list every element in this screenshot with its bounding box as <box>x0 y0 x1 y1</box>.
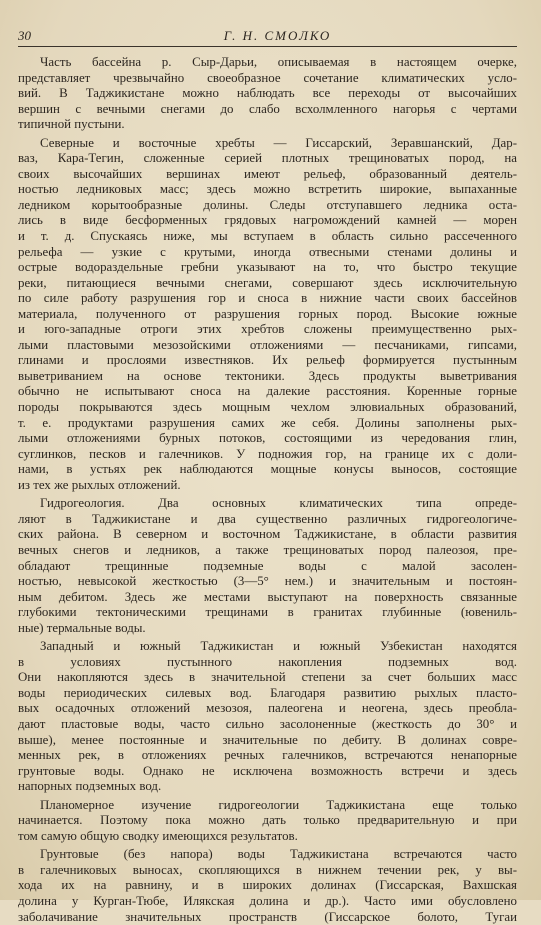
text-line: острые водораздельные гребни указывают на то, что быстро текущие <box>18 260 517 275</box>
paragraph <box>18 496 517 636</box>
text-line: суглинков, песков и галечников. У подножия гор, на границе их с доли- <box>18 446 517 461</box>
text-line: ным дебитом. Здесь же местами выступают на поверхность связанные <box>18 589 517 604</box>
page-header <box>18 28 517 47</box>
text-line: заболачивание значительных пространств (Гиссарское болото, Тугаи <box>18 909 517 924</box>
text-line: ные) термальные воды. <box>18 620 146 635</box>
text-line: ностью ледниковых масс; здесь можно встретить широкие, выпаханные <box>18 182 517 197</box>
text-line: том самую общую сводку имеющихся результатов. <box>18 828 298 843</box>
text-line: обычно не испытывают сноса на далекие расстояния. Коренные горные <box>18 384 517 399</box>
text-line: вечных снегов и ледников, а также трещиноватых пород палеозоя, пре- <box>18 542 517 557</box>
paragraph <box>18 847 517 925</box>
text-line: и юго-западные отроги этих хребтов сложены преимущественно рых- <box>18 322 517 337</box>
text-line: начинается. Поэтому пока можно дать только предварительную и при <box>18 813 517 828</box>
text-line: типичной пустыни. <box>18 117 125 132</box>
text-line: долина у Курган-Тюбе, Илякская долина и др.). Часто ими обусловлено <box>18 893 517 908</box>
text-line: глинами и прослоями известняков. Их рельеф формируется пустынным <box>18 353 517 368</box>
text-line: ских района. В северном и восточном Таджикистане, в области развития <box>18 527 517 542</box>
text-line: Гидрогеология. Два основных климатических типа опреде- <box>40 496 517 511</box>
text-line: Северные и восточные хребты — Гиссарский, Зеравшанский, Дар- <box>40 135 517 150</box>
paragraph <box>18 55 517 133</box>
text-line: обладают трещинные подземные воды с малой засолен- <box>18 558 517 573</box>
text-line: выветриванием на основе тектоники. Здесь продукты выветривания <box>18 368 517 383</box>
text-line: вий. В Таджикистане можно наблюдать все переходы от высочайших <box>18 86 517 101</box>
paragraph <box>18 639 517 794</box>
body-text <box>18 55 517 925</box>
text-line: напорных подземных вод. <box>18 779 162 794</box>
text-line: менных рек, в отложениях речных галечников, встречаются ненапорные <box>18 748 517 763</box>
page-number: 30 <box>18 28 31 43</box>
text-line: вых осадочных отложений мезозоя, палеогена и неогена, здесь преобла- <box>18 701 517 716</box>
text-line: ваз, Кара-Тегин, сложенные серией плотных трещиноватых пород, на <box>18 151 517 166</box>
text-line: Западный и южный Таджикистан и южный Узбекистан находятся <box>40 639 517 654</box>
text-line: породы покрываются здесь мощным чехлом элювиальных образований, <box>18 400 517 415</box>
paragraph <box>18 136 517 494</box>
paragraph <box>18 798 517 845</box>
text-line: выше), менее постоянные и значительные по дебиту. В долинах совре- <box>18 732 517 747</box>
text-line: ляют в Таджикистане и два существенно различных гидрогеологиче- <box>18 511 517 526</box>
text-line: глубокими тектоническими трещинами в гранитах глубинные (ювениль- <box>18 605 517 620</box>
text-line: хода их на равнину, и в широких долинах (Гиссарская, Вахшская <box>18 878 517 893</box>
text-line: ностью, невысокой жесткостью (3—5° нем.) и значительным и постоян- <box>18 574 517 589</box>
text-line: воды периодических силевых вод. Благодаря развитию рыхлых пласто- <box>18 685 517 700</box>
text-line: Они накопляются здесь в значительной степени за счет больших масс <box>18 670 517 685</box>
text-line: лыми отложениями бурных потоков, состоящими из чередования глин, <box>18 431 517 446</box>
text-line: в условиях пустынного накопления подземных вод. <box>18 654 517 669</box>
text-line: лыми пластовыми мезозойскими отложениями — песчаниками, гипсами, <box>18 337 517 352</box>
text-line: в галечниковых выносах, скопляющихся в нижнем течении рек, у вы- <box>18 862 517 877</box>
text-line: Часть бассейна р. Сыр-Дарьи, описываемая в настоящем очерке, <box>40 55 517 69</box>
text-line: и т. д. Спускаясь ниже, мы вступаем в область сильно рассеченного <box>18 229 517 244</box>
text-line: реки, питающиеся вечными снегами, совершают здесь исключительную <box>18 275 517 290</box>
text-line: т. е. продуктами разрушения самих же себя. Долины заполнены рых- <box>18 415 517 430</box>
text-line: рельефа — узкие с крутыми, иногда отвесными стенами долины и <box>18 244 517 259</box>
text-line: лись в виде бесформенных грядовых нагромождений камней — морен <box>18 213 517 228</box>
text-line: материала, полученного от разрушения горных пород. Высокие южные <box>18 306 517 321</box>
text-line: Грунтовые (без напора) воды Таджикистана встречаются часто <box>40 847 517 862</box>
running-head: Г. Н. СМОЛКО <box>223 28 332 43</box>
text-line: дают пластовые воды, часто сильно засолоненные (жесткость до 30° и <box>18 716 517 731</box>
text-line: грунтовые воды. Однако не исключена возможность встречи и здесь <box>18 763 517 778</box>
text-line: ледником корытообразные долины. Следы отступавшего ледника оста- <box>18 197 517 212</box>
text-line: Планомерное изучение гидрогеологии Таджикистана еще только <box>40 797 517 812</box>
text-line: по силе работу разрушения гор и сноса в нижние части своих бассейнов <box>18 291 517 306</box>
text-line: нами, в устьях рек наблюдаются мощные конусы выносов, состоящие <box>18 462 517 477</box>
text-line: из тех же рыхлых отложений. <box>18 477 181 492</box>
text-line: вершин с вечными снегами до слабо всхолмленного нагорья с чертами <box>18 101 517 116</box>
text-line: своих высочайших вершинах имеют рельеф, образованный деятель- <box>18 166 517 181</box>
text-line: представляет чрезвычайно своеобразное сочетание климатических усло- <box>18 70 517 85</box>
